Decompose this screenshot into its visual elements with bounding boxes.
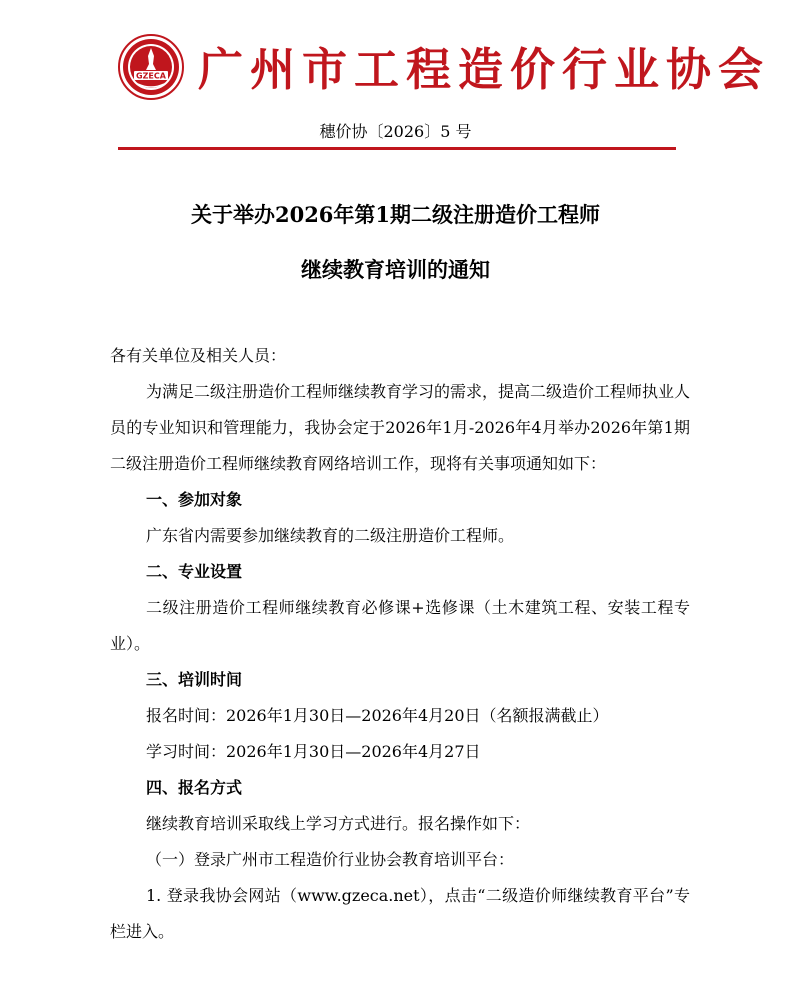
section-heading-schedule: 三、培训时间 <box>146 670 243 689</box>
notice-title-line1: 关于举办2026年第1期二级注册造价工程师 <box>190 202 601 227</box>
association-logo-icon <box>118 34 184 100</box>
notice-title-line2: 继续教育培训的通知 <box>301 257 490 282</box>
salutation: 各有关单位及相关人员： <box>110 346 287 365</box>
study-period: 学习时间：2026年1月30日—2026年4月27日 <box>146 742 481 761</box>
signup-period: 报名时间：2026年1月30日—2026年4月20日（名额报满截止） <box>146 706 609 725</box>
intro-paragraph: 为满足二级注册造价工程师继续教育学习的需求，提高二级造价工程师执业人员的专业知识和管理能力，我协会定于2026年1月-2026年4月举办2026年第1期二级注册造价工程师继续教育网络培训工作，现将有关事项通知如下： <box>110 382 691 473</box>
section-heading-participants: 一、参加对象 <box>146 490 243 509</box>
registration-step-1: （一）登录广州市工程造价行业协会教育培训平台： <box>146 850 515 869</box>
section-text-registration: 继续教育培训采取线上学习方式进行。报名操作如下： <box>146 814 531 833</box>
letterhead <box>112 30 771 110</box>
logo-text: GZECA <box>136 71 166 81</box>
organization-name: 广州市工程造价行业协会 <box>198 43 771 96</box>
section-text-specialty: 二级注册造价工程师继续教育必修课+选修课（土木建筑工程、安装工程专业）。 <box>110 598 690 653</box>
notice-body <box>110 338 690 950</box>
red-divider <box>118 147 676 150</box>
section-heading-specialty: 二、专业设置 <box>146 562 243 581</box>
section-heading-registration: 四、报名方式 <box>146 778 243 797</box>
registration-item-1: 1. 登录我协会网站（www.gzeca.net），点击“二级造价师继续教育平台”专栏进入。 <box>110 886 690 941</box>
document-number: 穗价协〔2026〕5 号 <box>319 122 472 141</box>
section-text-participants: 广东省内需要参加继续教育的二级注册造价工程师。 <box>146 526 515 545</box>
